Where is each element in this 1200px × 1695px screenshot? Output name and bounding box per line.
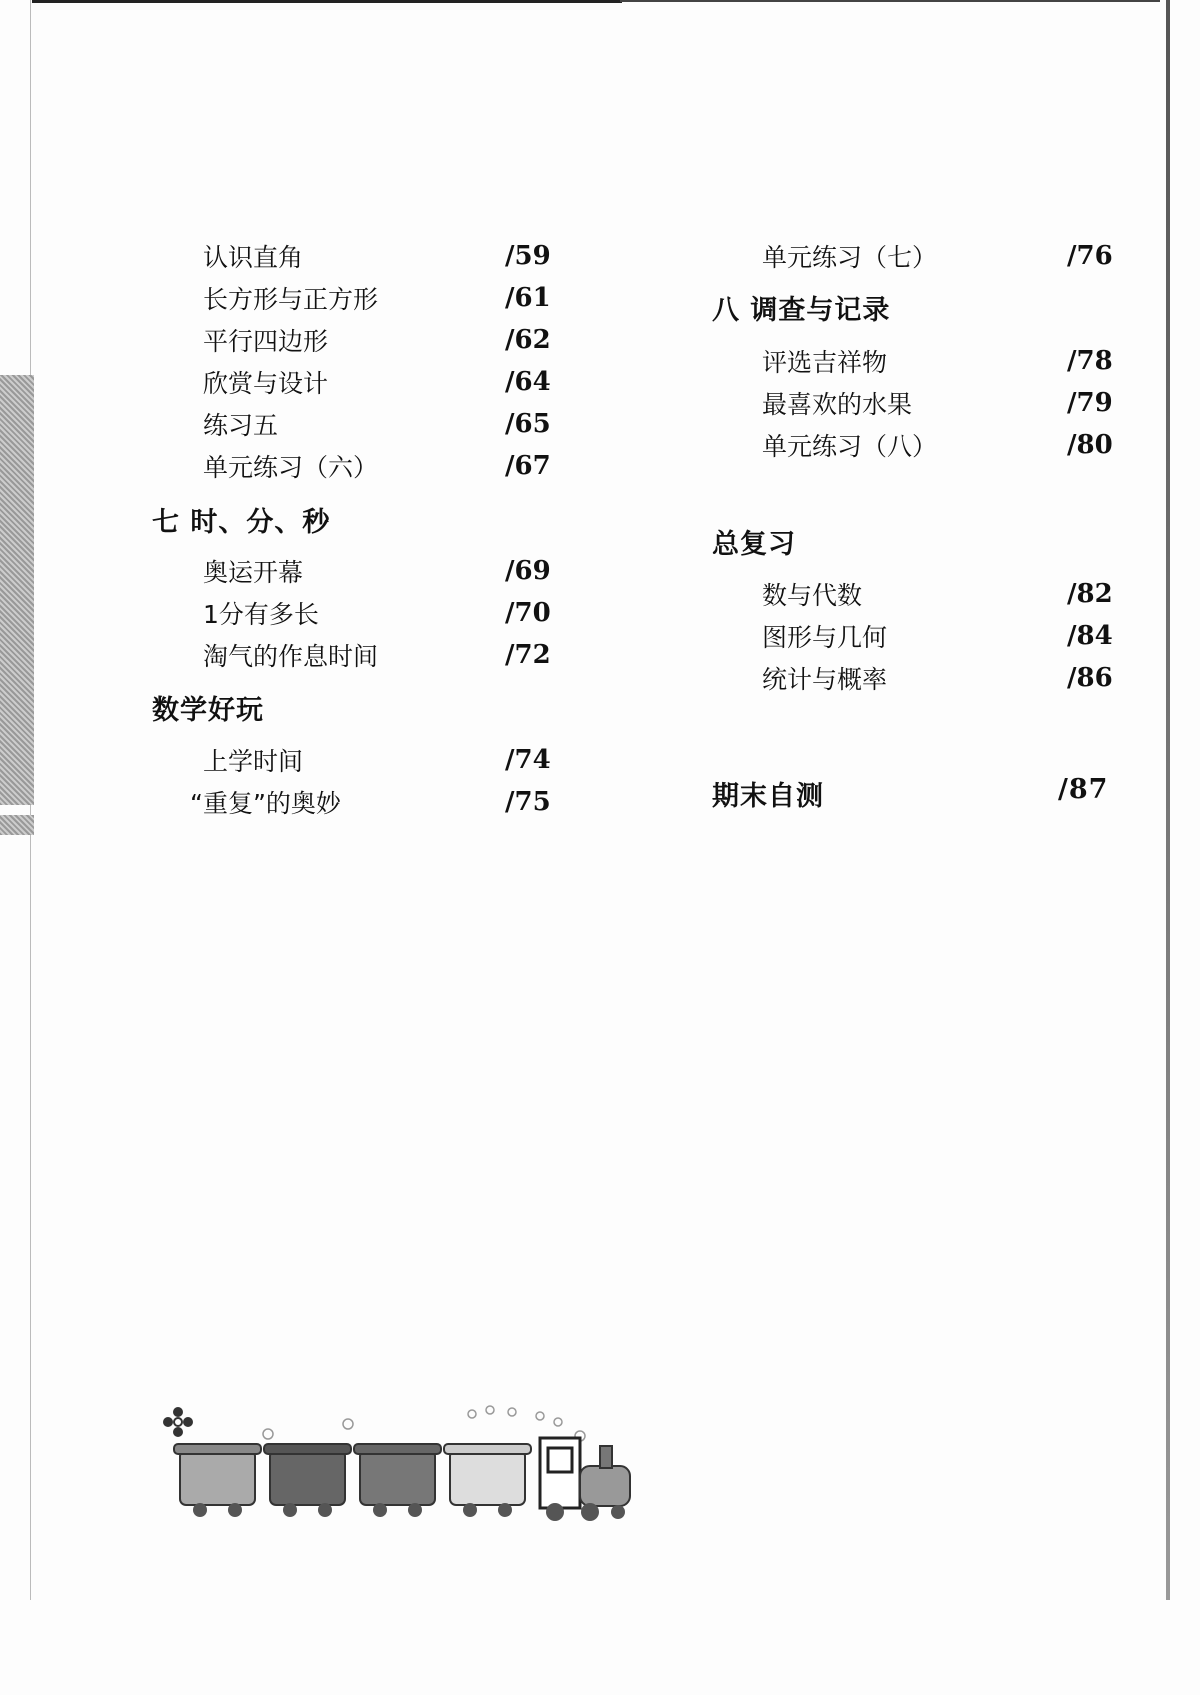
train-car-4 [444, 1444, 531, 1517]
toc-entry-page: /78 [1067, 346, 1113, 376]
toc-entry[interactable] [190, 784, 553, 820]
toc-entry-page: /75 [505, 787, 551, 817]
train-locomotive [540, 1438, 630, 1521]
toc-entry-page: /72 [505, 640, 551, 670]
toc-entry-page: /79 [1067, 388, 1113, 418]
train-car-1 [174, 1444, 261, 1517]
final-test-page: /87 [1058, 774, 1109, 805]
toc-entry-title: 单元练习（七） [762, 243, 938, 272]
final-test-heading[interactable] [712, 774, 1112, 810]
toc-entry[interactable] [762, 660, 1122, 696]
toc-entry[interactable] [762, 618, 1122, 654]
flower-icon [163, 1407, 193, 1437]
toc-entry-title: 练习五 [203, 411, 279, 440]
toc-entry-title: 最喜欢的水果 [762, 390, 913, 419]
toc-entry-page: /76 [1067, 241, 1113, 271]
small-flower-icons [263, 1406, 585, 1441]
toc-entry-page: /69 [505, 556, 551, 586]
toc-entry[interactable] [203, 238, 553, 274]
toc-entry-title: 奥运开幕 [203, 558, 304, 587]
toc-entry[interactable] [203, 406, 553, 442]
toc-entry-page: /86 [1067, 663, 1113, 693]
toc-entry-page: /70 [505, 598, 551, 628]
section-heading: 数学好玩 [152, 695, 264, 726]
toc-entry-page: /84 [1067, 621, 1113, 651]
toc-entry-title: 上学时间 [203, 747, 304, 776]
toc-entry[interactable] [762, 343, 1122, 379]
toc-entry-title: 单元练习（六） [203, 453, 379, 482]
toc-entry-page: /82 [1067, 579, 1113, 609]
toc-entry[interactable] [203, 553, 553, 589]
top-border-line-right [620, 0, 1160, 2]
section-heading: 八 调查与记录 [712, 295, 891, 326]
toc-entry[interactable] [762, 576, 1122, 612]
toc-entry-title: 长方形与正方形 [203, 285, 379, 314]
toc-entry-page: /74 [505, 745, 551, 775]
side-tab-marker [0, 375, 34, 805]
toc-entry[interactable] [203, 742, 553, 778]
toc-entry-page: /62 [505, 325, 551, 355]
train-car-2 [264, 1444, 351, 1517]
toc-entry[interactable] [203, 595, 553, 631]
toc-entry-title: 平行四边形 [203, 327, 329, 356]
toc-entry[interactable] [203, 322, 553, 358]
section-heading: 七 时、分、秒 [152, 507, 331, 538]
toc-entry-title: 统计与概率 [762, 665, 888, 694]
toc-entry-title: 评选吉祥物 [762, 348, 888, 377]
toc-entry-title: 欣赏与设计 [203, 369, 329, 398]
toc-entry-title: 认识直角 [203, 243, 304, 272]
toc-entry-title: “重复”的奥妙 [190, 789, 341, 818]
final-test-title: 期末自测 [712, 781, 824, 812]
toc-entry-title: 数与代数 [762, 581, 863, 610]
toc-entry-title: 1分有多长 [203, 600, 319, 629]
train-car-3 [354, 1444, 441, 1517]
toc-entry-title: 单元练习（八） [762, 432, 938, 461]
side-tab-marker-small [0, 815, 34, 835]
toc-entry[interactable] [203, 448, 553, 484]
toc-entry-page: /80 [1067, 430, 1113, 460]
toc-entry-page: /67 [505, 451, 551, 481]
toc-entry-title: 淘气的作息时间 [203, 642, 379, 671]
toc-entry-page: /61 [505, 283, 551, 313]
toc-entry[interactable] [203, 364, 553, 400]
toc-entry-page: /59 [505, 241, 551, 271]
right-page-edge [1166, 0, 1170, 1600]
toc-entry[interactable] [762, 238, 1122, 274]
top-border-line [32, 0, 622, 3]
toc-entry[interactable] [203, 637, 553, 673]
toc-entry[interactable] [203, 280, 553, 316]
section-heading: 总复习 [712, 529, 796, 560]
toc-entry-page: /65 [505, 409, 551, 439]
train-illustration [160, 1400, 660, 1540]
toc-entry-title: 图形与几何 [762, 623, 888, 652]
toc-entry-page: /64 [505, 367, 551, 397]
toc-entry[interactable] [762, 385, 1122, 421]
toc-entry[interactable] [762, 427, 1122, 463]
